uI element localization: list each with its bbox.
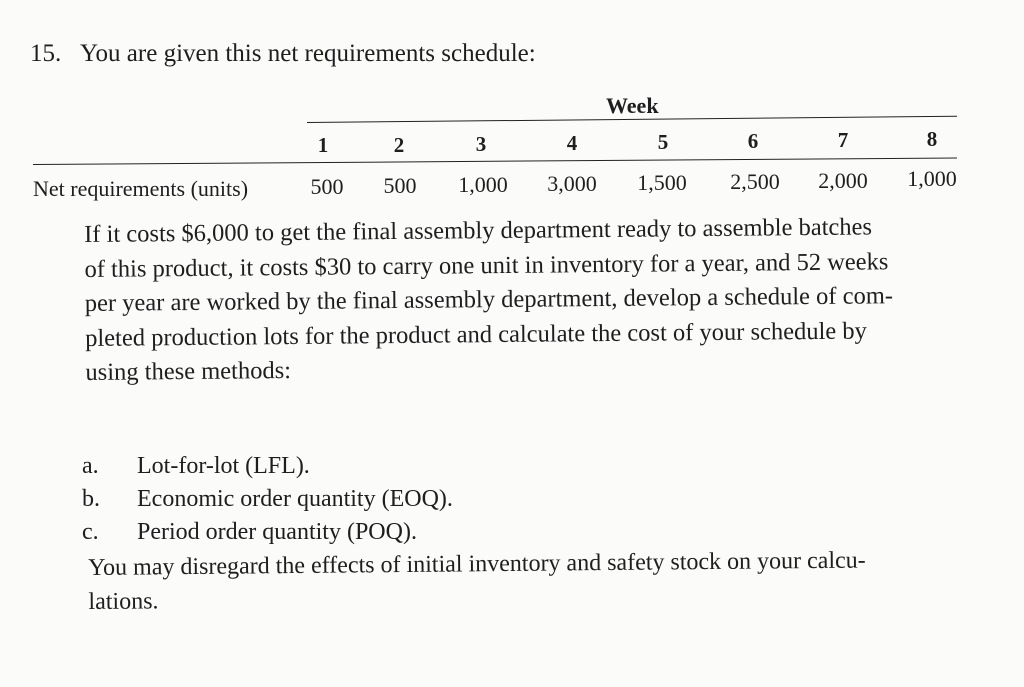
week-number: 5: [657, 130, 669, 154]
week-number: 6: [747, 129, 759, 153]
paragraph-line: per year are worked by the final assembly department, develop a schedule of com-: [84, 282, 894, 317]
paragraph-line: If it costs $6,000 to get the final assembly department ready to assemble batches: [84, 213, 873, 248]
requirement-value: 1,000: [458, 172, 508, 197]
requirement-value: 500: [310, 174, 344, 199]
problem-paragraph: [84, 210, 966, 391]
method-text: Lot-for-lot (LFL).: [137, 453, 310, 479]
closing-note: [88, 543, 969, 619]
method-text: Period order quantity (POQ).: [137, 519, 417, 545]
requirement-value: 1,500: [637, 170, 687, 195]
method-letter: b.: [82, 486, 100, 512]
paragraph-line: of this product, it costs $30 to carry one unit in inventory for a year, and 52 weeks: [84, 247, 889, 283]
method-item: [82, 450, 453, 483]
requirement-value: 500: [383, 173, 417, 198]
closing-line: lations.: [88, 588, 159, 615]
method-letter: c.: [82, 519, 99, 545]
paragraph-line: using these methods:: [85, 357, 292, 386]
problem-number: 15.: [30, 40, 62, 67]
problem-intro: You are given this net requirements schedule:: [80, 40, 536, 67]
requirement-value: 3,000: [547, 171, 597, 196]
paragraph-line: pleted production lots for the product and calculate the cost of your schedule by: [85, 316, 867, 352]
requirement-value: 2,500: [730, 169, 780, 194]
methods-list: [82, 450, 453, 549]
week-number: 3: [475, 132, 487, 156]
requirement-value: 1,000: [907, 166, 957, 191]
method-item: [82, 483, 453, 516]
method-letter: a.: [82, 453, 99, 479]
week-number: 7: [837, 128, 849, 152]
method-text: Economic order quantity (EOQ).: [137, 486, 453, 512]
week-number: 4: [566, 131, 578, 155]
week-header: Week: [606, 93, 659, 118]
week-number: 1: [317, 133, 329, 157]
closing-line: You may disregard the effects of initial inventory and safety stock on your calcu-: [88, 547, 866, 581]
week-number: 8: [926, 127, 938, 151]
requirement-value: 2,000: [818, 168, 868, 193]
week-number: 2: [393, 133, 405, 157]
table-header-rule: [33, 158, 957, 165]
row-label: Net requirements (units): [33, 176, 249, 201]
method-item: [82, 516, 453, 549]
